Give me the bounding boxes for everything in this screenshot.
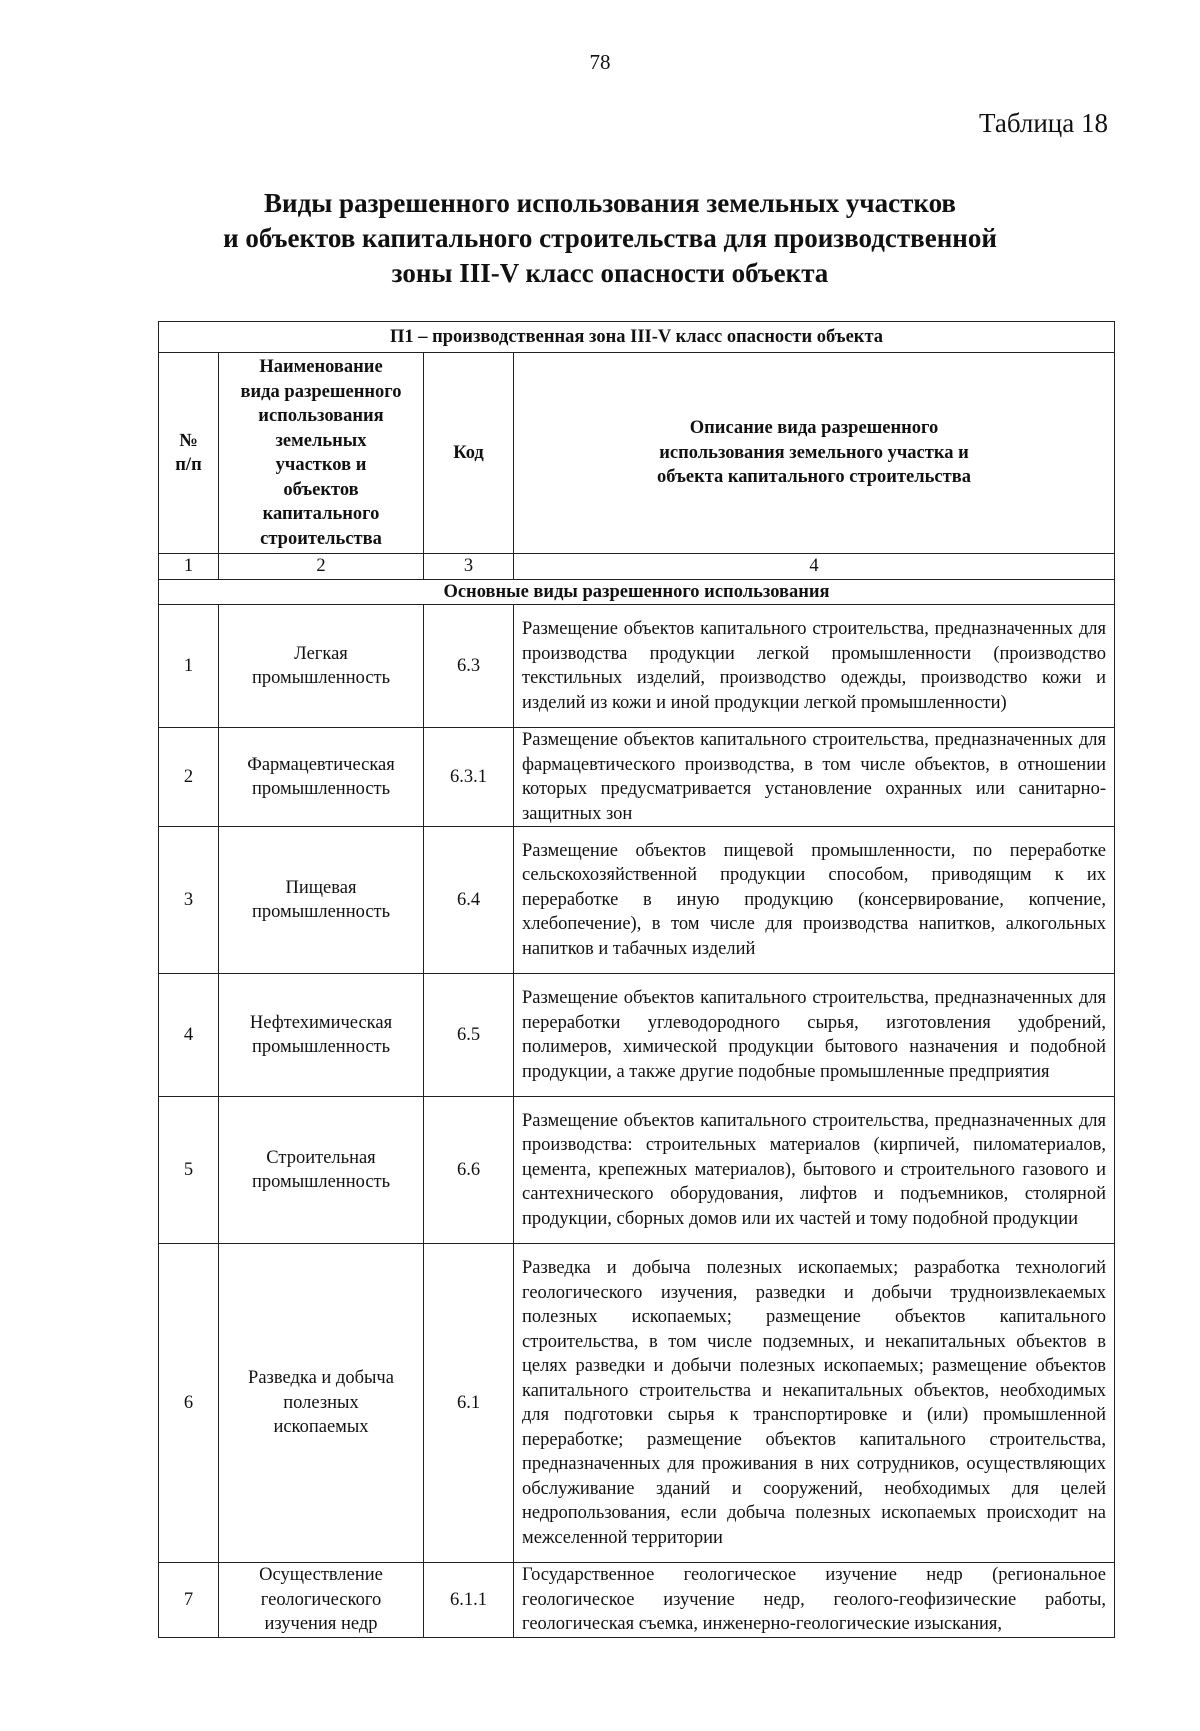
row-description: Размещение объектов капитального строительства, предназначенных для фармацевтического производства, в том числе объектов, в отношении которых предусматривается установление охранных или санитарно-защитных зон xyxy=(514,728,1115,827)
header-code: Код xyxy=(424,353,514,554)
row-name-line: Строительная xyxy=(266,1147,376,1168)
row-code: 6.1.1 xyxy=(424,1563,514,1638)
header-name-line: Наименование xyxy=(259,357,383,377)
section-row xyxy=(159,579,1115,605)
column-number: 4 xyxy=(514,554,1115,580)
row-name-line: промышленность xyxy=(251,902,391,922)
row-description: Государственное геологическое изучение недр (региональное геологическое изучение недр, геолого-геофизические работы, геологическая съемка, инженерно-геологические изыскания, xyxy=(514,1563,1115,1638)
row-number: 2 xyxy=(159,728,219,827)
row-name-line: изучения недр xyxy=(264,1614,378,1635)
row-name-line: ископаемых xyxy=(273,1417,369,1438)
row-description: Размещение объектов пищевой промышленности, по переработке сельскохозяйственной продукции способом, приводящим к их переработке в иную продукцию (консервирование, копчение, хлебопечение), в том числе для производства напитков, алкогольных напитков и табачных изделий xyxy=(514,827,1115,974)
header-description xyxy=(514,353,1115,554)
row-number: 1 xyxy=(159,605,219,728)
title-line: зоны III-V класс опасности объекта xyxy=(391,258,829,288)
row-name-line: промышленность xyxy=(251,779,391,799)
column-number-row xyxy=(159,554,1115,580)
row-name-line: геологического xyxy=(260,1589,382,1610)
table-row xyxy=(159,728,1115,827)
header-name-line: земельных xyxy=(275,430,367,451)
row-code: 6.1 xyxy=(424,1244,514,1563)
row-number: 7 xyxy=(159,1563,219,1638)
row-name xyxy=(219,728,424,827)
document-title xyxy=(150,186,1070,291)
row-description: Размещение объектов капитального строительства, предназначенных для переработки углеводородного сырья, изготовления удобрений, полимеров, химической продукции бытового назначения и подобной продукции, а также другие подобные промышленные предприятия xyxy=(514,974,1115,1097)
table-label: Таблица 18 xyxy=(979,108,1108,138)
row-name-line: промышленность xyxy=(251,668,391,688)
header-num-line: п/п xyxy=(175,455,202,475)
header-name-line: участков и xyxy=(275,455,367,475)
page-number: 78 xyxy=(589,50,611,74)
row-name-line: полезных xyxy=(283,1392,359,1413)
row-name-line: промышленность xyxy=(251,1037,391,1057)
header-name-line: строительства xyxy=(260,528,382,549)
row-description: Разведка и добыча полезных ископаемых; разработка технологий геологического изучения, разведки и добычи трудноизвлекаемых полезных ископаемых; размещение объектов капитального строительства, в том числе подземных, и некапитальных объектов в целях разведки и добычи полезных ископаемых; размещение объектов капитального строительства и некапитальных объектов, необходимых для подготовки сырья к транспортировке и (или) промышленной переработке; размещение объектов капитального строительства, предназначенных для проживания в них сотрудников, осуществляющих обслуживание зданий и сооружений, необходимых для целей недропользования, если добыча полезных ископаемых происходит на межселенной территории xyxy=(514,1244,1115,1563)
row-name xyxy=(219,974,424,1097)
header-name-line: капитального xyxy=(262,504,380,524)
title-line: и объектов капитального строительства для производственной xyxy=(223,223,997,253)
title-line: Виды разрешенного использования земельных участков xyxy=(264,188,956,218)
row-name-line: Нефтехимическая xyxy=(249,1012,393,1033)
table-row xyxy=(159,1244,1115,1563)
header-desc-line: Описание вида разрешенного xyxy=(689,418,939,439)
row-name-line: Разведка и добыча xyxy=(248,1368,394,1389)
row-number: 6 xyxy=(159,1244,219,1563)
table-row xyxy=(159,974,1115,1097)
land-use-table xyxy=(158,321,1115,1638)
row-number: 4 xyxy=(159,974,219,1097)
table-row xyxy=(159,827,1115,974)
section-title: Основные виды разрешенного использования xyxy=(159,579,1115,605)
row-code: 6.6 xyxy=(424,1097,514,1244)
row-name xyxy=(219,605,424,728)
table-row xyxy=(159,1097,1115,1244)
header-name xyxy=(219,353,424,554)
header-num xyxy=(159,353,219,554)
column-number: 2 xyxy=(219,554,424,580)
table-row xyxy=(159,1563,1115,1638)
row-name-line: промышленность xyxy=(251,1172,391,1192)
row-name-line: Пищевая xyxy=(285,877,357,898)
zone-header-row xyxy=(159,322,1115,353)
row-description: Размещение объектов капитального строительства, предназначенных для производства продукции легкой промышленности (производство текстильных изделий, производство одежды, производство кожи и изделий из кожи и иной продукции легкой промышленности) xyxy=(514,605,1115,728)
column-header-row xyxy=(159,353,1115,554)
row-name xyxy=(219,827,424,974)
row-name-line: Легкая xyxy=(294,643,348,664)
header-name-line: вида разрешенного xyxy=(240,381,402,402)
row-name-line: Фармацевтическая xyxy=(247,754,395,775)
header-name-line: использования xyxy=(258,406,384,426)
row-number: 5 xyxy=(159,1097,219,1244)
row-name-line: Осуществление xyxy=(259,1565,383,1586)
row-code: 6.5 xyxy=(424,974,514,1097)
row-number: 3 xyxy=(159,827,219,974)
header-num-line: № xyxy=(179,430,198,451)
row-name xyxy=(219,1097,424,1244)
zone-header: П1 – производственная зона III-V класс опасности объекта xyxy=(159,322,1115,353)
header-desc-line: объекта капитального строительства xyxy=(657,467,971,488)
row-code: 6.3 xyxy=(424,605,514,728)
row-name xyxy=(219,1244,424,1563)
row-description: Размещение объектов капитального строительства, предназначенных для производства: строительных материалов (кирпичей, пиломатериалов, цемента, крепежных материалов), бытового и строительного газового и сантехнического оборудования, лифтов и подъемников, столярной продукции, сборных домов или их частей и тому подобной продукции xyxy=(514,1097,1115,1244)
row-code: 6.4 xyxy=(424,827,514,974)
column-number: 1 xyxy=(159,554,219,580)
column-number: 3 xyxy=(424,554,514,580)
row-code: 6.3.1 xyxy=(424,728,514,827)
header-desc-line: использования земельного участка и xyxy=(659,442,969,463)
header-name-line: объектов xyxy=(283,479,359,500)
row-name xyxy=(219,1563,424,1638)
table-row xyxy=(159,605,1115,728)
